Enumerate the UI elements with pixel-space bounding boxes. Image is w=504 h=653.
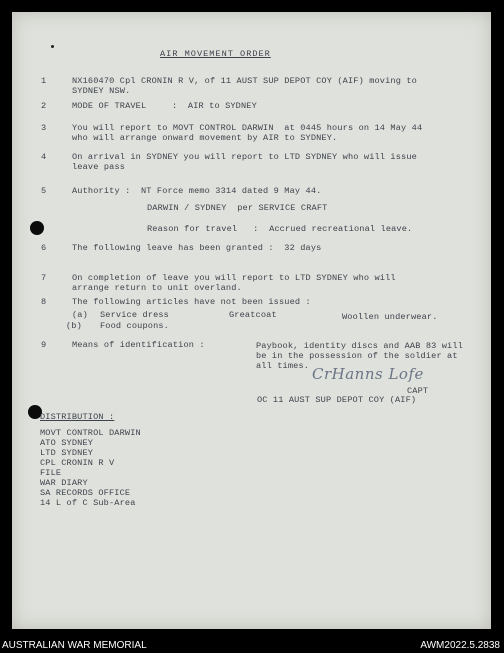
punch-hole-top	[30, 221, 44, 235]
authority-line: Authority : NT Force memo 3314 dated 9 May 44.	[72, 186, 322, 196]
mode-of-travel-value: : AIR to SYDNEY	[172, 101, 257, 111]
signatory-rank: CAPT	[407, 386, 429, 396]
item-7-line-2: arrange return to unit overland.	[72, 283, 242, 293]
item-number-4: 4	[41, 152, 47, 162]
reason-for-travel: Reason for travel : Accrued recreational leave.	[147, 224, 413, 234]
item-3-line-1: You will report to MOVT CONTROL DARWIN at 0445 hours on 14 May 44	[72, 123, 423, 133]
distribution-item: SA RECORDS OFFICE	[40, 488, 131, 498]
articles-heading: The following articles have not been issued :	[72, 297, 311, 307]
distribution-item: LTD SYDNEY	[40, 448, 94, 458]
accession-number: AWM2022.5.2838	[420, 640, 500, 651]
article-a-marker: (a)	[72, 310, 88, 320]
leave-granted: The following leave has been granted : 32 days	[72, 243, 322, 253]
identification-line-2: be in the possession of the soldier at	[256, 351, 458, 361]
distribution-item: ATO SYDNEY	[40, 438, 94, 448]
item-number-6: 6	[41, 243, 47, 253]
article-food-coupons: Food coupons.	[100, 321, 169, 331]
article-woollen-underwear: Woollen underwear.	[342, 312, 438, 322]
institution-credit: AUSTRALIAN WAR MEMORIAL	[2, 640, 147, 651]
identification-line-3: all times.	[256, 361, 310, 371]
identification-line-1: Paybook, identity discs and AAB 83 will	[256, 341, 463, 351]
distribution-item: FILE	[40, 468, 62, 478]
distribution-item: 14 L of C Sub-Area	[40, 498, 136, 508]
article-b-marker: (b)	[66, 321, 82, 331]
item-7-line-1: On completion of leave you will report to LTD SYDNEY who will	[72, 273, 396, 283]
means-of-identification-label: Means of identification :	[72, 340, 205, 350]
item-number-9: 9	[41, 340, 47, 350]
document-title: AIR MOVEMENT ORDER	[160, 49, 271, 59]
distribution-item: WAR DIARY	[40, 478, 88, 488]
signatory-unit: OC 11 AUST SUP DEPOT COY (AIF)	[257, 395, 417, 405]
pin-mark	[51, 45, 54, 48]
mode-of-travel-label: MODE OF TRAVEL	[72, 101, 147, 111]
item-1-line-1: NX160470 Cpl CRONIN R V, of 11 AUST SUP DEPOT COY (AIF) moving to	[72, 76, 417, 86]
distribution-item: CPL CRONIN R V	[40, 458, 115, 468]
item-4-line-2: leave pass	[72, 162, 126, 172]
handwritten-signature: CrHanns Lofe	[312, 365, 424, 383]
item-number-1: 1	[41, 76, 47, 86]
article-service-dress: Service dress	[100, 310, 169, 320]
item-3-line-2: who will arrange onward movement by AIR to SYDNEY.	[72, 133, 338, 143]
distribution-heading: DISTRIBUTION :	[40, 412, 115, 422]
authority-route: DARWIN / SYDNEY per SERVICE CRAFT	[147, 203, 328, 213]
article-greatcoat: Greatcoat	[229, 310, 277, 320]
item-number-3: 3	[41, 123, 47, 133]
item-number-2: 2	[41, 101, 47, 111]
item-number-7: 7	[41, 273, 47, 283]
distribution-item: MOVT CONTROL DARWIN	[40, 428, 141, 438]
item-1-line-2: SYDNEY NSW.	[72, 86, 131, 96]
item-4-line-1: On arrival in SYDNEY you will report to LTD SYDNEY who will issue	[72, 152, 417, 162]
item-number-5: 5	[41, 186, 47, 196]
item-number-8: 8	[41, 297, 47, 307]
